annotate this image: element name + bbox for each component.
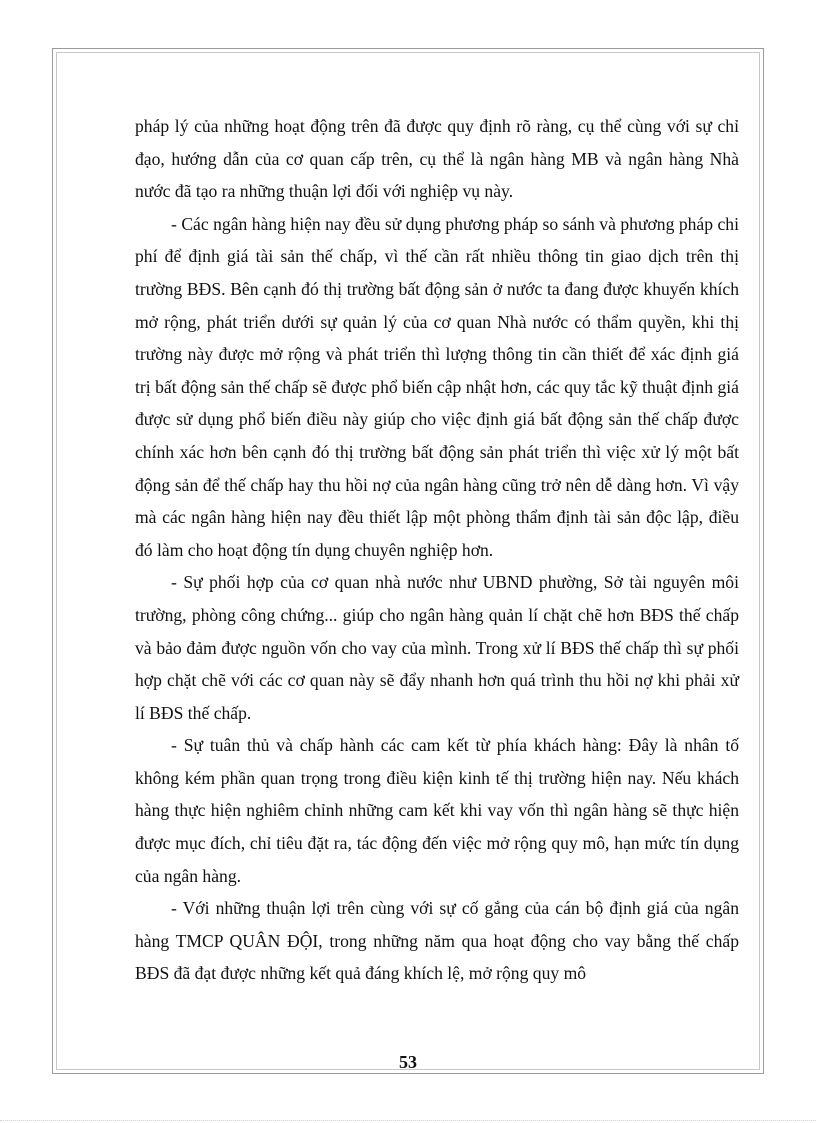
paragraph-valuation-methods: - Các ngân hàng hiện nay đều sử dụng phương pháp so sánh và phương pháp chi phí để định giá tài sản thế chấp, vì thế cần rất nhiều thông tin giao dịch trên thị trường BĐS. Bên cạnh đó thị trường bất động sản ở nước ta đang được khuyến khích mở rộng, phát triển dưới sự quản lý của cơ quan Nhà nước có thẩm quyền, khi thị trường này được mở rộng và phát triển thì lượng thông tin cần thiết để xác định giá trị bất động sản thế chấp sẽ được phổ biến cập nhật hơn, các quy tắc kỹ thuật định giá được sử dụng phổ biến điều này giúp cho việc định giá bất động sản thế chấp được chính xác hơn bên cạnh đó thị trường bất động sản phát triển thì việc xử lý một bất động sản để thế chấp hay thu hồi nợ của ngân hàng cũng trở nên dễ dàng hơn. Vì vậy mà các ngân hàng hiện nay đều thiết lập một phòng thẩm định tài sản độc lập, điều đó làm cho hoạt động tín dụng chuyên nghiệp hơn. bbox=[135, 213, 739, 560]
bottom-divider bbox=[0, 1120, 816, 1121]
page-number: 53 bbox=[399, 1052, 417, 1072]
paragraph-customer-compliance: - Sự tuân thủ và chấp hành các cam kết từ phía khách hàng: Đây là nhân tố không kém phần quan trọng trong điều kiện kinh tế thị trường hiện nay. Nếu khách hàng thực hiện nghiêm chỉnh những cam kết khi vay vốn thì ngân hàng sẽ thực hiện được mục đích, chỉ tiêu đặt ra, tác động đến việc mở rộng quy mô, hạn mức tín dụng của ngân hàng. bbox=[135, 735, 739, 886]
document-body bbox=[135, 110, 739, 990]
paragraph-continuation: pháp lý của những hoạt động trên đã được quy định rõ ràng, cụ thể cùng với sự chỉ đạo, hướng dẫn của cơ quan cấp trên, cụ thể là ngân hàng MB và ngân hàng Nhà nước đã tạo ra những thuận lợi đối với nghiệp vụ này. bbox=[135, 116, 739, 202]
paragraph-achievements: - Với những thuận lợi trên cùng với sự cố gắng của cán bộ định giá của ngân hàng TMCP QUÂN ĐỘI, trong những năm qua hoạt động cho vay bằng thế chấp BĐS đã đạt được những kết quả đáng khích lệ, mở rộng quy mô bbox=[135, 898, 739, 984]
paragraph-state-coordination: - Sự phối hợp của cơ quan nhà nước như UBND phường, Sở tài nguyên môi trường, phòng công chứng... giúp cho ngân hàng quản lí chặt chẽ hơn BĐS thế chấp và bảo đảm được nguồn vốn cho vay của mình. Trong xử lí BĐS thế chấp thì sự phối hợp chặt chẽ với các cơ quan này sẽ đẩy nhanh hơn quá trình thu hồi nợ khi phải xử lí BĐS thế chấp. bbox=[135, 572, 739, 723]
